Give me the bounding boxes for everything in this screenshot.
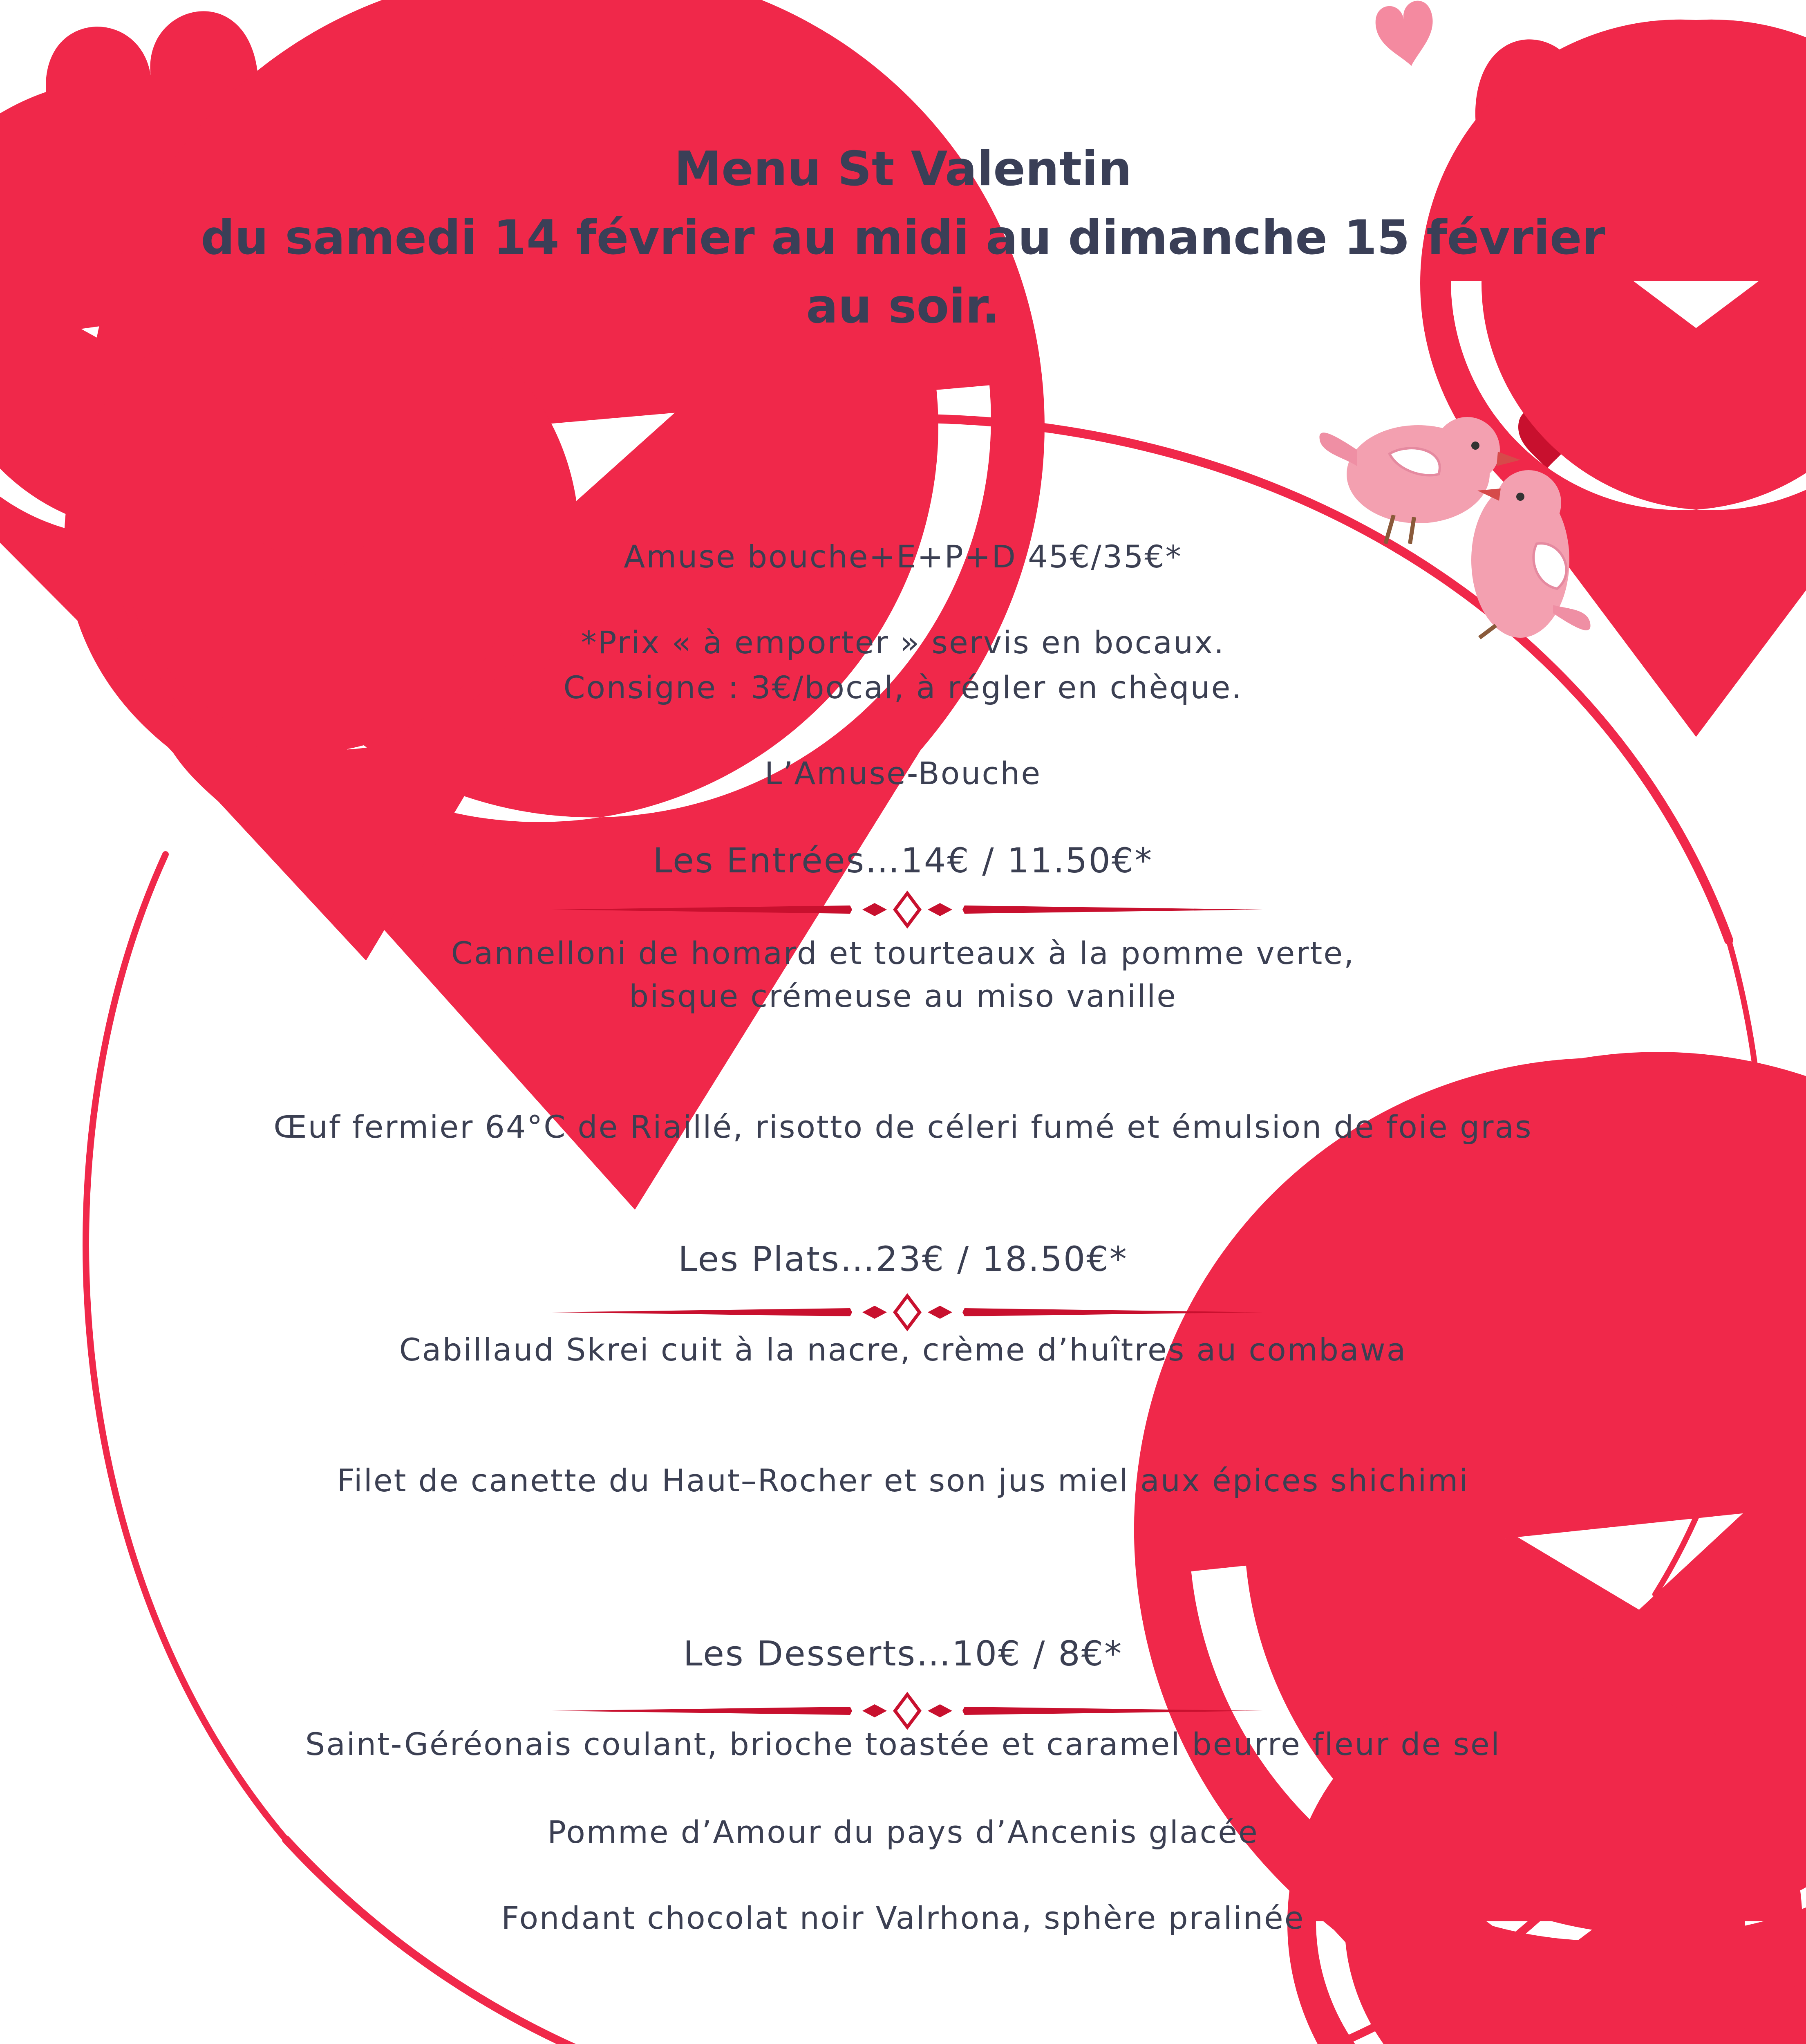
section-heading-plats: Les Plats…23€ / 18.50€* — [678, 1239, 1128, 1279]
menu-item: bisque crémeuse au miso vanille — [629, 978, 1177, 1014]
menu-item: Saint-Géréonais coulant, brioche toastée et caramel beurre fleur de sel — [305, 1726, 1501, 1762]
title-line-3: au soir. — [806, 279, 1000, 334]
menu-item: Filet de canette du Haut–Rocher et son jus miel aux épices shichimi — [337, 1462, 1469, 1499]
menu-item: Fondant chocolat noir Valrhona, sphère pralinée — [501, 1900, 1305, 1936]
section-heading-entrees: Les Entrées…14€ / 11.50€* — [653, 840, 1153, 881]
menu-item: Œuf fermier 64°C de Riaillé, risotto de céleri fumé et émulsion de foie gras — [273, 1109, 1533, 1145]
page-title — [0, 135, 1806, 341]
title-line-1: Menu St Valentin — [674, 141, 1132, 197]
title-line-2: du samedi 14 février au midi au dimanche 15 février — [201, 210, 1605, 265]
deposit-note: Consigne : 3€/bocal, à régler en chèque. — [563, 669, 1243, 706]
menu-item: Cabillaud Skrei cuit à la nacre, crème d’huîtres au combawa — [399, 1331, 1407, 1368]
menu-price: Amuse bouche+E+P+D 45€/35€* — [624, 538, 1182, 575]
section-heading-desserts: Les Desserts…10€ / 8€* — [683, 1634, 1123, 1674]
menu-item: Pomme d’Amour du pays d’Ancenis glacée — [547, 1814, 1259, 1850]
amuse-bouche: L’Amuse-Bouche — [764, 755, 1042, 791]
takeaway-note: *Prix « à emporter » servis en bocaux. — [581, 624, 1225, 661]
menu-item: Cannelloni de homard et tourteaux à la pomme verte, — [451, 935, 1355, 971]
